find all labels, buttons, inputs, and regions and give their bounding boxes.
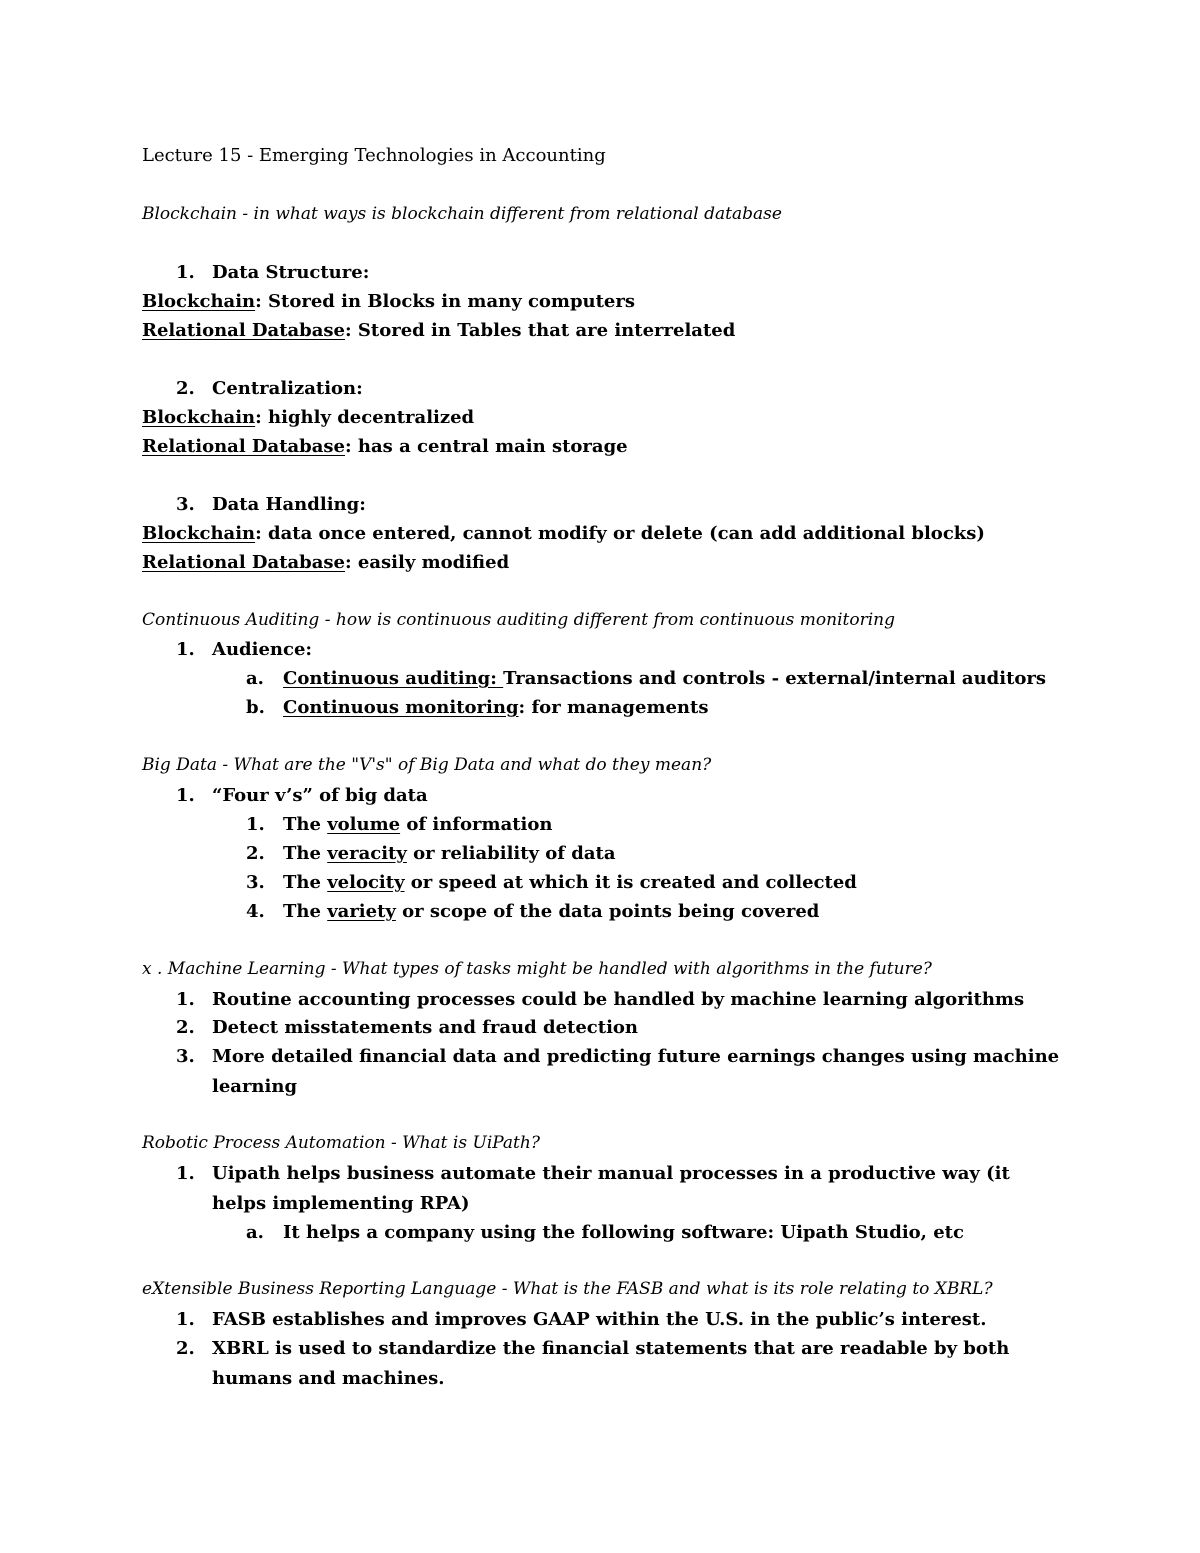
comparison-text: : Stored in Blocks in many computers bbox=[255, 291, 636, 312]
comparison-row-blockchain bbox=[142, 519, 985, 548]
term-relational-database: Relational Database bbox=[142, 436, 346, 457]
sub-item-text: Transactions and controls - external/internal auditors bbox=[503, 668, 1047, 689]
sub-item-text: The bbox=[283, 843, 328, 864]
sub-list-item bbox=[283, 693, 1083, 722]
section-heading-big-data: Big Data - What are the "V's" of Big Data and what do they mean? bbox=[142, 755, 712, 775]
sub-list-letter: b. bbox=[246, 697, 265, 718]
term-variety: variety bbox=[327, 901, 396, 922]
list-number: 1. bbox=[176, 639, 195, 660]
term-continuous-auditing: Continuous auditing: bbox=[283, 668, 504, 689]
comparison-text: : easily modified bbox=[345, 552, 510, 573]
comparison-text: : highly decentralized bbox=[255, 407, 475, 428]
sub-list-item bbox=[283, 664, 1083, 693]
sub-list-letter: a. bbox=[246, 1222, 264, 1243]
list-item: FASB establishes and improves GAAP within the U.S. in the public’s interest. bbox=[212, 1309, 987, 1330]
list-item-label: “Four v’s” of big data bbox=[212, 785, 428, 806]
sub-item-text: or reliability of data bbox=[406, 843, 616, 864]
page-title: Lecture 15 - Emerging Technologies in Accounting bbox=[142, 145, 606, 166]
sub-list-item: It helps a company using the following software: Uipath Studio, etc bbox=[283, 1222, 964, 1243]
list-item: Detect misstatements and fraud detection bbox=[212, 1017, 639, 1038]
sub-list-item bbox=[283, 810, 1083, 839]
list-item: Routine accounting processes could be handled by machine learning algorithms bbox=[212, 989, 1025, 1010]
list-number: 3. bbox=[176, 494, 195, 515]
list-number: 1. bbox=[176, 989, 195, 1010]
sub-list-number: 3. bbox=[246, 872, 265, 893]
comparison-text: : Stored in Tables that are interrelated bbox=[345, 320, 736, 341]
list-number: 1. bbox=[176, 1163, 195, 1184]
list-number: 1. bbox=[176, 262, 195, 283]
term-relational-database: Relational Database bbox=[142, 552, 346, 573]
sub-list-number: 2. bbox=[246, 843, 265, 864]
sub-item-text: The bbox=[283, 814, 328, 835]
list-number: 1. bbox=[176, 1309, 195, 1330]
list-item-label: Data Handling: bbox=[212, 494, 366, 515]
term-relational-database: Relational Database bbox=[142, 320, 346, 341]
section-heading-blockchain: Blockchain - in what ways is blockchain different from relational database bbox=[142, 204, 782, 224]
sub-list-item bbox=[283, 868, 1083, 897]
term-veracity: veracity bbox=[327, 843, 407, 864]
term-volume: volume bbox=[327, 814, 401, 835]
sub-item-text: of information bbox=[400, 814, 553, 835]
list-item-label: Audience: bbox=[212, 639, 313, 660]
list-number: 3. bbox=[176, 1046, 195, 1067]
term-blockchain: Blockchain bbox=[142, 523, 256, 544]
comparison-row-relational bbox=[142, 548, 509, 577]
section-heading-machine-learning: x . Machine Learning - What types of tasks might be handled with algorithms in the future? bbox=[142, 959, 932, 979]
sub-list-item bbox=[283, 839, 1083, 868]
comparison-row-relational bbox=[142, 316, 735, 345]
term-blockchain: Blockchain bbox=[142, 291, 256, 312]
list-item: Uipath helps business automate their manual processes in a productive way (it helps implementing RPA) bbox=[212, 1163, 1010, 1214]
sub-item-text: or speed at which it is created and collected bbox=[404, 872, 857, 893]
list-item: XBRL is used to standardize the financial statements that are readable by both humans and machines. bbox=[212, 1338, 1010, 1389]
sub-list-number: 1. bbox=[246, 814, 265, 835]
list-number: 2. bbox=[176, 378, 195, 399]
comparison-row-relational bbox=[142, 432, 628, 461]
sub-item-text: The bbox=[283, 872, 328, 893]
term-velocity: velocity bbox=[327, 872, 405, 893]
comparison-text: : data once entered, cannot modify or delete (can add additional blocks) bbox=[255, 523, 985, 544]
comparison-row-blockchain bbox=[142, 403, 474, 432]
list-number: 2. bbox=[176, 1017, 195, 1038]
comparison-row-blockchain bbox=[142, 287, 635, 316]
term-continuous-monitoring: Continuous monitoring bbox=[283, 697, 519, 718]
section-heading-xbrl: eXtensible Business Reporting Language - What is the FASB and what is its role relating to XBRL? bbox=[142, 1279, 993, 1299]
sub-list-number: 4. bbox=[246, 901, 265, 922]
list-item: More detailed financial data and predicting future earnings changes using machine learning bbox=[212, 1046, 1060, 1097]
sub-item-text: : for managements bbox=[518, 697, 709, 718]
list-number: 2. bbox=[176, 1338, 195, 1359]
sub-item-text: or scope of the data points being covered bbox=[395, 901, 820, 922]
list-item-label: Centralization: bbox=[212, 378, 363, 399]
list-item-label: Data Structure: bbox=[212, 262, 370, 283]
term-blockchain: Blockchain bbox=[142, 407, 256, 428]
sub-list-item bbox=[283, 897, 1083, 926]
section-heading-continuous-auditing: Continuous Auditing - how is continuous auditing different from continuous monitoring bbox=[142, 610, 896, 630]
section-heading-rpa: Robotic Process Automation - What is UiPath? bbox=[142, 1133, 540, 1153]
sub-item-text: The bbox=[283, 901, 328, 922]
sub-list-letter: a. bbox=[246, 668, 264, 689]
list-number: 1. bbox=[176, 785, 195, 806]
comparison-text: : has a central main storage bbox=[345, 436, 628, 457]
